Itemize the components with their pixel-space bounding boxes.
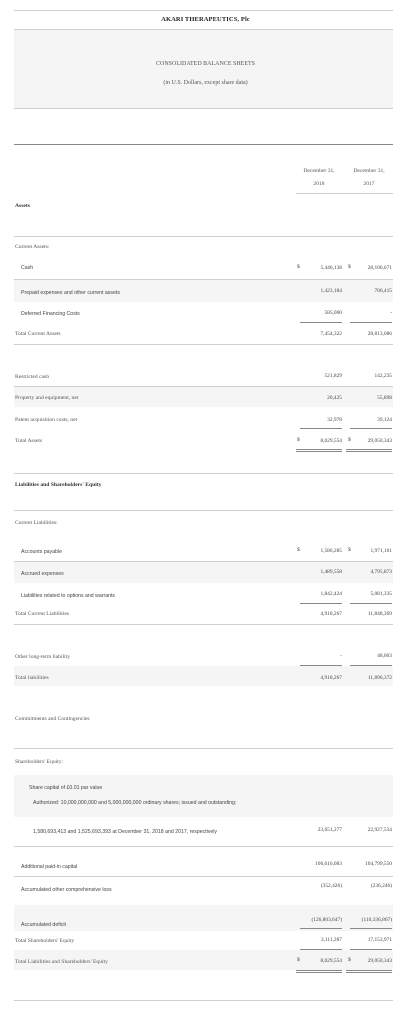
section-assets: Assets	[15, 203, 30, 209]
col-2018-line1: December 31,	[303, 168, 335, 174]
top-divider	[14, 10, 393, 11]
row-divider	[14, 510, 393, 511]
row-divider	[14, 344, 393, 345]
dollar-sign: $	[297, 264, 300, 270]
row-total-liabilities-2018: 4,918,267	[320, 675, 342, 681]
dollar-sign: $	[297, 437, 300, 443]
row-apic-2018: 106,616,083	[315, 861, 342, 867]
dollar-sign: $	[348, 957, 351, 963]
row-issued-2018: 23,651,277	[317, 827, 342, 833]
row-total-current-liabilities-2017: 11,848,369	[367, 611, 392, 617]
row-liab-options-2017: 5,081,335	[370, 591, 392, 597]
row-issued-label: 1,580,693,413 and 1,525,693,393 at December 31, 2018 and 2017, respectively	[33, 829, 218, 835]
subtotal-underline	[350, 322, 392, 323]
total-double-underline	[346, 972, 392, 973]
subtotal-underline	[300, 322, 342, 323]
row-total-assets-2018: 8,029,554	[320, 438, 342, 444]
row-patent-label: Patent acquisition costs, net	[15, 417, 78, 423]
col-2018-year: 2018	[313, 181, 325, 187]
subtotal-underline	[350, 428, 392, 429]
row-aoci-2018: (352,426)	[320, 883, 342, 889]
row-accrued-2017: 4,795,873	[370, 569, 392, 575]
row-other-lt-2018: -	[340, 653, 342, 659]
row-cash-label: Cash	[21, 265, 34, 271]
row-deferred-2018: 585,000	[324, 310, 342, 316]
row-divider	[14, 748, 393, 749]
row-divider	[14, 473, 393, 474]
dollar-sign: $	[348, 437, 351, 443]
row-liab-options-label: Liabilities related to options and warrants	[21, 593, 116, 599]
row-ppe-2018: 20,425	[327, 395, 342, 401]
row-restricted-cash-label: Restricted cash	[15, 374, 50, 380]
title-band	[14, 30, 393, 108]
subtotal-underline	[300, 928, 342, 929]
row-total-current-liabilities-2018: 4,918,267	[320, 611, 342, 617]
section-current-liabilities: Current Liabilities:	[15, 520, 58, 526]
dollar-sign: $	[348, 264, 351, 270]
row-deferred-label: Deferred Financing Costs	[21, 311, 80, 317]
row-total-liab-equity-label: Total Liabilities and Shareholders' Equity	[15, 959, 108, 965]
row-deficit-2018: (126,803,647)	[311, 917, 342, 923]
company-name: AKARI THERAPEUTICS, Plc	[161, 16, 250, 23]
row-liab-options-2018: 1,842,424	[320, 591, 342, 597]
row-total-equity-2018: 3,111,287	[320, 937, 342, 943]
total-double-underline	[346, 451, 392, 452]
row-share-capital-label: Share capital of £0.01 par value	[29, 785, 103, 791]
dollar-sign: $	[297, 547, 300, 553]
title-divider	[14, 108, 393, 109]
row-deficit-label: Accumulated deficit	[21, 922, 66, 928]
row-deferred-2017: -	[390, 310, 392, 316]
row-total-equity-2017: 17,153,971	[367, 937, 392, 943]
section-shareholders-equity: Shareholders' Equity:	[15, 759, 64, 765]
row-other-lt-2017: 48,003	[377, 653, 392, 659]
row-other-lt-label: Other long-term liability	[15, 654, 70, 660]
row-aoci-label: Accumulated other comprehensive loss	[21, 887, 112, 893]
row-issued-2017: 22,927,534	[367, 827, 392, 833]
col-2017-line1: December 31,	[353, 168, 385, 174]
row-ppe-2017: 55,898	[377, 395, 392, 401]
row-prepaid-label: Prepaid expenses and other current assets	[21, 290, 120, 296]
row-band	[14, 775, 393, 817]
row-total-current-assets-label: Total Current Assets	[15, 331, 61, 337]
header-divider	[14, 144, 393, 145]
row-total-current-assets-2018: 7,454,322	[320, 331, 342, 337]
row-authorized-label: Authorized: 10,000,000,000 and 5,000,000,000 ordinary shares; issued and outstanding:	[33, 800, 237, 806]
row-accrued-label: Accrued expenses	[21, 571, 64, 577]
total-double-underline	[296, 451, 342, 452]
row-ppe-label: Property and equipment, net	[15, 395, 79, 401]
row-patent-2017: 39,124	[377, 417, 392, 423]
row-apic-2017: 104,799,550	[365, 861, 392, 867]
subtotal-underline	[300, 603, 342, 604]
row-apic-label: Additional paid-in capital	[21, 864, 78, 870]
subtotal-underline	[350, 603, 392, 604]
row-accounts-payable-2017: 1,971,161	[370, 548, 392, 554]
row-deficit-2017: (110,336,867)	[361, 917, 392, 923]
row-cash-2018: 5,446,138	[320, 265, 342, 271]
section-liabilities-equity: Liabilities and Shareholders' Equity	[15, 482, 102, 488]
statement-title: CONSOLIDATED BALANCE SHEETS	[156, 61, 255, 67]
row-accounts-payable-2018: 1,586,285	[320, 548, 342, 554]
dollar-sign: $	[348, 547, 351, 553]
row-prepaid-2018: 1,423,184	[320, 288, 342, 294]
row-cash-2017: 28,106,671	[367, 265, 392, 271]
row-prepaid-2017: 706,415	[374, 288, 392, 294]
total-double-underline	[346, 970, 392, 971]
total-double-underline	[296, 972, 342, 973]
row-total-assets-2017: 29,050,343	[367, 438, 392, 444]
row-patent-2018: 32,978	[327, 417, 342, 423]
row-divider	[14, 876, 393, 877]
row-restricted-cash-2017: 142,235	[374, 373, 392, 379]
subtotal-underline	[300, 428, 342, 429]
spacer	[14, 233, 393, 257]
col-header-divider	[296, 193, 393, 194]
dollar-sign: $	[297, 957, 300, 963]
section-commitments: Commitments and Contingencies	[15, 716, 90, 722]
row-accounts-payable-label: Accounts payable	[21, 549, 62, 555]
subtotal-underline	[350, 928, 392, 929]
spacer	[14, 625, 393, 639]
statement-subtitle: (in U.S. Dollars, except share data)	[163, 80, 248, 86]
row-total-liabilities-label: Total liabilities	[15, 675, 49, 681]
bottom-divider	[14, 1000, 393, 1001]
total-double-underline	[346, 449, 392, 450]
row-total-assets-label: Total Assets	[15, 438, 43, 444]
row-restricted-cash-2018: 521,829	[324, 373, 342, 379]
row-total-liab-equity-2017: 29,050,343	[367, 958, 392, 964]
row-total-liabilities-2017: 11,896,372	[367, 675, 392, 681]
row-total-liab-equity-2018: 8,029,554	[320, 958, 342, 964]
row-total-current-liabilities-label: Total Current Liabilities	[15, 611, 69, 617]
row-aoci-2017: (236,246)	[370, 883, 392, 889]
total-double-underline	[296, 449, 342, 450]
section-current-assets: Current Assets:	[15, 244, 50, 250]
col-2017-year: 2017	[363, 181, 375, 187]
total-double-underline	[296, 970, 342, 971]
row-accrued-2018: 1,489,558	[320, 569, 342, 575]
row-divider	[14, 846, 393, 847]
row-total-current-assets-2017: 28,813,086	[367, 331, 392, 337]
row-total-equity-label: Total Shareholders' Equity	[15, 938, 75, 944]
